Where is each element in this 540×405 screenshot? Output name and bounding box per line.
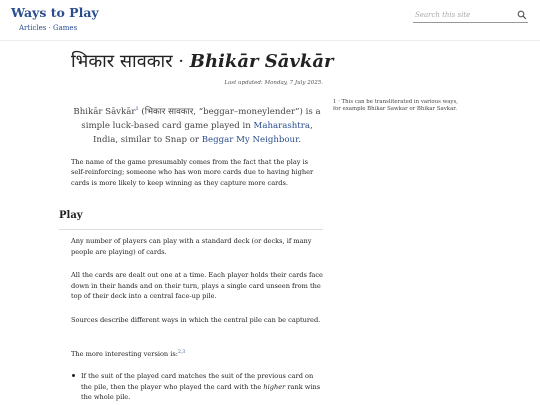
bullet-icon — [72, 374, 75, 377]
title-separator: · — [172, 51, 190, 72]
sidenote-1: 1 · This can be transliterated in various ways, for example Bhikar Sawkar or Bhikar Savkar. — [333, 99, 458, 113]
search-box[interactable] — [413, 9, 528, 23]
footnote-mark[interactable]: 1 — [135, 106, 139, 112]
bullet-text-pre: If the suit of the played card matches the suit of the previous card on the pile, then the player who played the card with the — [81, 372, 314, 391]
play-paragraph-4 — [71, 348, 323, 360]
article-body — [71, 50, 334, 189]
site-header — [0, 0, 540, 41]
site-nav-links[interactable]: Articles · Games — [19, 24, 78, 32]
lead-text-3: , India, similar to Snap or — [93, 120, 313, 145]
play-paragraph-4-text: The more interesting version is: — [71, 350, 178, 359]
title-transliteration: Bhikār Sāvkār — [189, 51, 334, 72]
bullet-text-em: higher — [263, 382, 286, 391]
site-title-link[interactable]: Ways to Play — [11, 5, 99, 20]
section-play-heading — [59, 209, 323, 230]
maharashtra-link[interactable]: Maharashtra — [253, 120, 310, 131]
lead-text-2: (भिकार सावकार, “beggar–moneylender”) is a simple luck-based card game played in — [81, 106, 321, 131]
search-input[interactable] — [415, 9, 510, 21]
section-title: Play — [59, 210, 83, 221]
title-devanagari: भिकार सावकार — [71, 51, 173, 72]
search-icon[interactable] — [517, 10, 527, 20]
play-paragraph-2: All the cards are dealt out one at a time. Each player holds their cards face down in their hands and on their turn, plays a single card unseen from the top of their deck into a central face-up pile. — [71, 271, 323, 301]
lead-text-1: Bhikār Sāvkār — [73, 106, 136, 117]
lead-paragraph — [71, 102, 323, 147]
intro-paragraph: The name of the game presumably comes from the fact that the play is self-reinforcing; someone who has won more cards due to having higher cards is more likely to keep winning as they capture more cards. — [71, 157, 314, 188]
bullet-text-post: rank wins the whole pile. — [81, 382, 321, 402]
page-title — [71, 50, 334, 74]
citation-mark[interactable]: 2,3 — [177, 350, 186, 355]
list-item — [81, 371, 321, 403]
beggar-my-neighbour-link[interactable]: Beggar My Neighbour — [201, 134, 299, 145]
play-paragraph-1: Any number of players can play with a standard deck (or decks, if many people are playing) of cards. — [71, 237, 312, 256]
lead-text-4: . — [298, 134, 301, 145]
play-paragraph-3: Sources describe different ways in which the central pile can be captured. — [71, 316, 321, 324]
last-updated: Last updated: Monday, 7 July 2025. — [224, 80, 323, 86]
rules-list — [81, 371, 321, 403]
